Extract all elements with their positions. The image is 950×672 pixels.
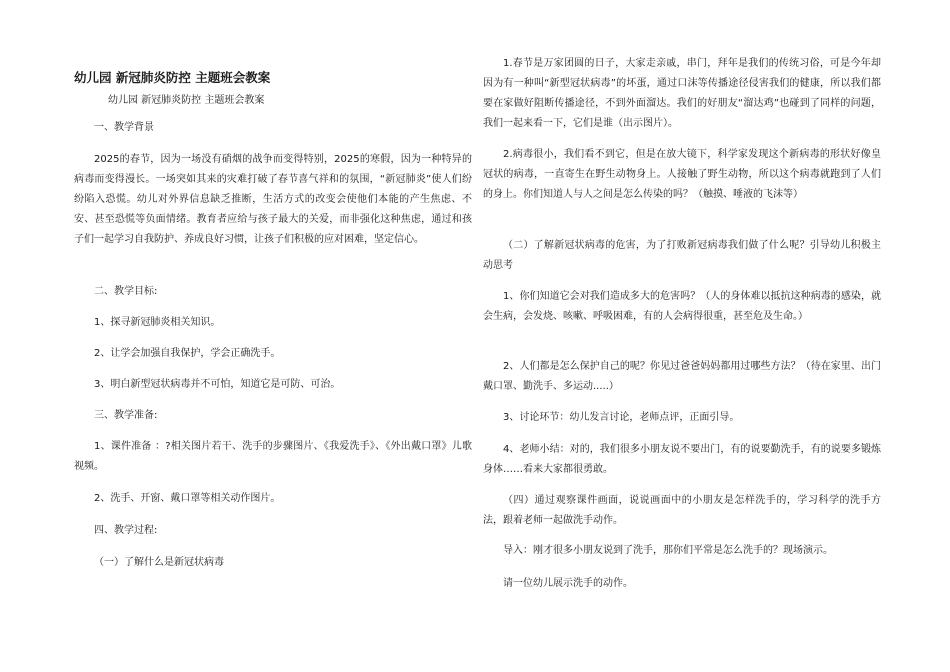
section-heading-process: 四、教学过程:: [94, 525, 158, 536]
demo-paragraph: 请一位幼儿展示洗手的动作。: [503, 578, 633, 589]
subsection-heading-4: （四）通过观察课件画面，说说画面中的小朋友是怎样洗手的，学习科学的洗手方法，跟着老师一起做洗手动作。: [483, 495, 881, 526]
preparation-item-1: 1、课件准备 ：?相关图片若干、洗手的步骤图片、《我爱洗手》、《外出戴口罩》儿歌视频。: [74, 441, 472, 472]
intro-paragraph: 导入：刚才很多小朋友说到了洗手，那你们平常是怎么洗手的？现场演示。: [503, 545, 833, 556]
process-paragraph-2: 2.病毒很小，我们看不到它，但是在放大镜下，科学家发现这个新病毒的形状好像皇冠状的病毒，一直寄生在野生动物身上。人接触了野生动物，所以这个病毒就跑到了人们的身上。你们知道人与人之间是怎么传染的吗？（触摸、唾液的飞沫等）: [483, 149, 881, 200]
subsection-heading-1: （一）了解什么是新冠状病毒: [94, 557, 224, 568]
section-heading-goals: 二、教学目标:: [94, 286, 158, 297]
question-item-3: 3、讨论环节：幼儿发言讨论，老师点评，正面引导。: [503, 412, 740, 423]
goal-item-2: 2、让学会加强自我保护，学会正确洗手。: [94, 348, 281, 359]
question-item-4: 4、老师小结：对的，我们很多小朋友说不要出门，有的说要勤洗手，有的说要多锻炼身体……看来大家都很勇敢。: [483, 444, 881, 475]
goal-item-3: 3、明白新型冠状病毒并不可怕，知道它是可防、可治。: [94, 379, 341, 390]
section-heading-background: 一、教学背景: [94, 122, 154, 133]
process-paragraph-1: 1.春节是万家团圆的日子，大家走亲戚，串门，拜年是我们的传统习俗，可是今年却因为有一种叫“新型冠状病毒”的坏蛋，通过口沫等传播途径侵害我们的健康，所以我们都要在家做好阻断传播途径，不到外面溜达。我们的好朋友“溜达鸡”也碰到了同样的问题，我们一起来看一下，它们是谁（出示图片）。: [483, 58, 881, 129]
question-item-1: 1、你们知道它会对我们造成多大的危害吗？（人的身体难以抵抗这种病毒的感染，就会生病，会发烧、咳嗽、呼吸困难，有的人会病得很重，甚至危及生命。）: [483, 291, 881, 322]
section-heading-preparation: 三、教学准备:: [94, 410, 158, 421]
goal-item-1: 1、探寻新冠肺炎相关知识。: [94, 317, 221, 328]
background-paragraph: 2025的春节，因为一场没有硝烟的战争而变得特别，2025的寒假，因为一种特异的病毒而变得漫长。一场突如其来的灾难打破了春节喜气祥和的氛围，“新冠肺炎”使人们纷纷陷入恐慌。幼儿对外界信息缺乏推断，生活方式的改变会使他们本能的产生焦虑、不安、甚至恐慌等负面情绪。教育者应给与孩子最大的关爱，而非强化这种焦虑，通过和孩子们一起学习自我防护、养成良好习惯，让孩子们积极的应对困难，坚定信心。: [74, 154, 472, 245]
document-title: 幼儿园 新冠肺炎防控 主题班会教案: [74, 70, 271, 85]
preparation-item-2: 2、洗手、开窗、戴口罩等相关动作图片。: [94, 493, 281, 504]
subsection-heading-2: （二）了解新冠状病毒的危害，为了打败新冠病毒我们做了什么呢？引导幼儿积极主动思考: [483, 240, 881, 271]
question-item-2: 2、人们都是怎么保护自己的呢？你见过爸爸妈妈都用过哪些方法？（待在家里、出门戴口罩、勤洗手、多运动.....）: [483, 361, 881, 392]
document-subtitle: 幼儿园 新冠肺炎防控 主题班会教案: [108, 95, 265, 106]
